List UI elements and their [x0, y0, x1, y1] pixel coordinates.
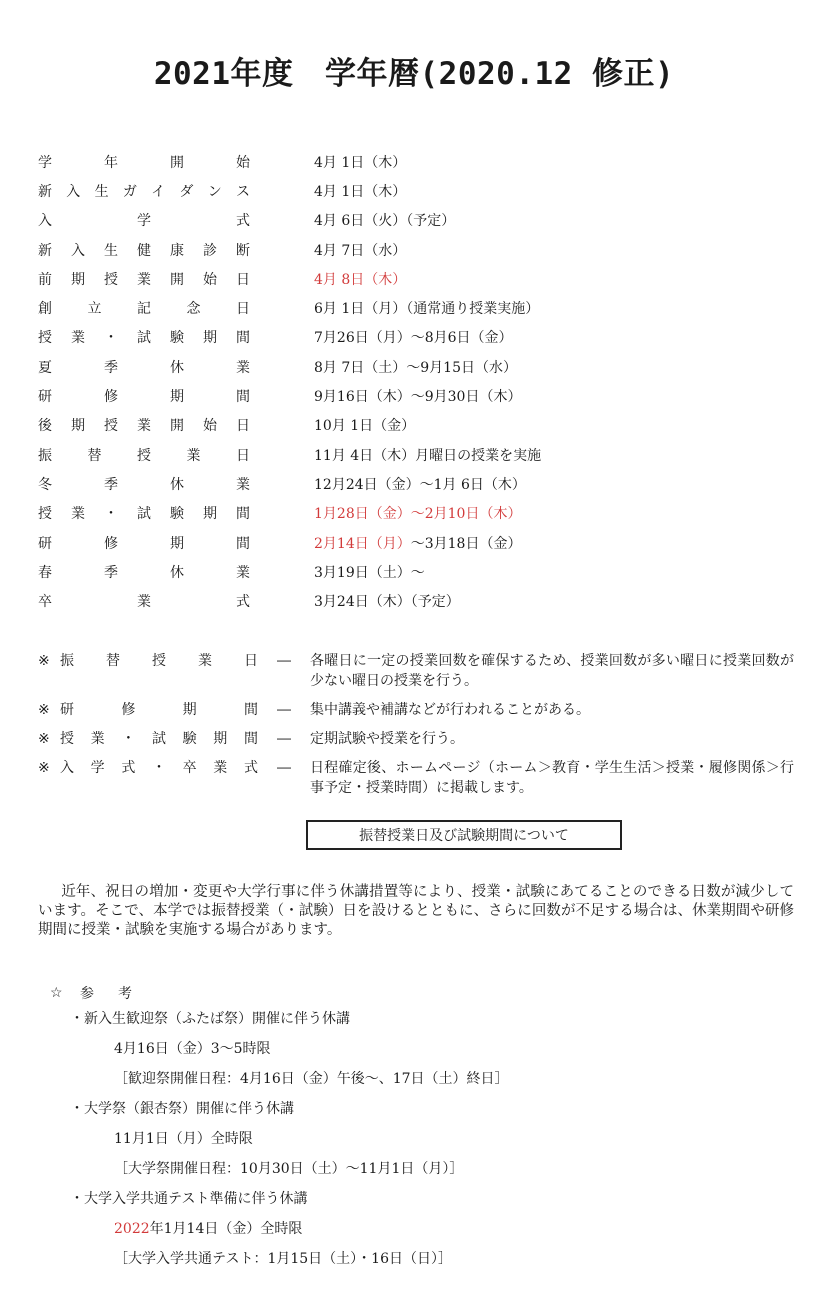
- reference-item-detail: [114, 1124, 810, 1154]
- schedule-date: 4月 7日（水）: [314, 242, 407, 259]
- label-char: 研: [38, 389, 52, 406]
- schedule-label: [38, 503, 250, 523]
- label-char: 記: [137, 301, 151, 318]
- schedule-date: 3月24日（木）: [314, 594, 411, 611]
- note-mark: ※: [38, 653, 50, 669]
- schedule-row: [38, 147, 407, 176]
- note-label: [60, 700, 258, 720]
- label-char: 間: [236, 506, 250, 523]
- schedule-row: [38, 264, 407, 293]
- label-char: 業: [137, 418, 151, 435]
- schedule-row: [38, 206, 456, 235]
- label-char: 生: [94, 183, 109, 200]
- note-mark: ※: [38, 760, 50, 776]
- schedule-row: [38, 323, 513, 352]
- schedule-date-group: [314, 357, 517, 377]
- label-char: 修: [104, 535, 118, 552]
- label-char: 新: [38, 183, 52, 200]
- reference-item-detail-year: 2022: [114, 1221, 150, 1237]
- schedule-label: [38, 152, 250, 172]
- schedule-label: [38, 327, 250, 347]
- reference-heading-char: 参: [80, 986, 94, 1002]
- schedule-date-group: [314, 298, 539, 318]
- label-char: 試: [151, 731, 166, 747]
- schedule-note: （予定）: [406, 213, 456, 230]
- schedule-row: [38, 586, 460, 615]
- label-char: 期: [203, 506, 217, 523]
- schedule-label: [38, 591, 250, 611]
- label-char: 休: [170, 359, 184, 376]
- schedule-date: 6月 1日（月）: [314, 301, 407, 318]
- schedule-date-group: [314, 386, 521, 406]
- label-char: ・: [121, 731, 136, 747]
- schedule-date-group: [314, 445, 541, 465]
- label-char: 修: [121, 702, 136, 718]
- reference-item-detail: [114, 1034, 810, 1064]
- label-char: 始: [203, 271, 217, 288]
- schedule-date: 4月 8日（木）: [314, 271, 407, 288]
- label-char: 創: [38, 301, 52, 318]
- label-char: ダ: [179, 183, 194, 200]
- schedule-row: [38, 411, 416, 440]
- schedule-date-group: [314, 562, 425, 582]
- label-char: 授: [104, 271, 118, 288]
- schedule-row: [38, 352, 517, 381]
- note-text: 定期試験や授業を行う。: [310, 731, 464, 747]
- label-char: 研: [60, 702, 74, 718]
- schedule-note: 月曜日の授業を実施: [415, 447, 542, 464]
- explanation-paragraph: 近年、祝日の増加・変更や大学行事に伴う休講措置等により、授業・試験にあてることのできる日数が減少しています。そこで、本学では振替授業（・試験）日を設けるとともに、さらに回数が不足する場合は、休業期間や研修期間に授業・試験を実施する場合があります。: [38, 884, 794, 938]
- schedule-row: [38, 557, 425, 586]
- label-char: 季: [104, 476, 118, 493]
- label-char: ガ: [122, 183, 137, 200]
- schedule-date-group: [314, 474, 526, 494]
- schedule-date: 4月 1日（木）: [314, 183, 407, 200]
- note-mark: ※: [38, 702, 50, 718]
- label-char: 業: [236, 564, 250, 581]
- schedule-date: 12月24日（金）～1月 6日（木）: [314, 476, 526, 493]
- label-char: 学: [137, 213, 151, 230]
- label-char: 授: [152, 653, 166, 669]
- label-char: 間: [236, 535, 250, 552]
- label-char: 入: [71, 242, 85, 259]
- schedule-row: [38, 528, 522, 557]
- label-char: 断: [236, 242, 250, 259]
- label-char: イ: [151, 183, 166, 200]
- academic-schedule: [38, 147, 542, 616]
- reference-item-title: ・大学入学共通テスト準備に伴う休講: [70, 1191, 308, 1207]
- schedule-date-group: [314, 327, 513, 347]
- label-char: 学: [90, 760, 105, 776]
- note-text: 集中講義や補講などが行われることがある。: [310, 702, 590, 718]
- label-char: 日: [236, 271, 250, 288]
- schedule-label: [38, 240, 250, 260]
- schedule-date: 8月 7日（土）～9月15日（水）: [314, 359, 517, 376]
- schedule-date-group: [314, 533, 521, 553]
- label-char: 振: [38, 447, 52, 464]
- schedule-date-group: [314, 240, 406, 260]
- label-char: 授: [104, 418, 118, 435]
- label-char: 入: [60, 760, 74, 776]
- label-char: 日: [236, 301, 250, 318]
- label-char: 式: [243, 760, 258, 776]
- schedule-label: [38, 474, 250, 494]
- label-char: 期: [203, 330, 217, 347]
- label-char: 休: [170, 476, 184, 493]
- label-char: 期: [71, 418, 85, 435]
- label-char: 授: [60, 731, 74, 747]
- schedule-row: [38, 469, 526, 498]
- reference-item-title: ・新入生歓迎祭（ふたば祭）開催に伴う休講: [70, 1011, 350, 1027]
- notes-section: [38, 651, 798, 807]
- schedule-label: [38, 269, 250, 289]
- label-char: 間: [236, 330, 250, 347]
- schedule-date-group: [314, 181, 406, 201]
- label-char: 前: [38, 271, 52, 288]
- reference-item-note: ［大学祭開催日程：10月30日（土）～11月1日（月）］: [114, 1161, 464, 1177]
- label-char: 始: [236, 154, 250, 171]
- note-row: [38, 651, 798, 691]
- schedule-date-group: [314, 152, 406, 172]
- schedule-note: ～3月18日（金）: [410, 535, 522, 552]
- reference-item-note: ［大学入学共通テスト：1月15日（土）・16日（日）］: [114, 1251, 452, 1267]
- label-char: 康: [170, 242, 184, 259]
- schedule-date: 3月19日（土）～: [314, 564, 425, 581]
- reference-item-title: ・大学祭（銀杏祭）開催に伴う休講: [70, 1101, 294, 1117]
- label-char: 業: [90, 731, 105, 747]
- label-char: 験: [170, 330, 184, 347]
- label-char: 季: [104, 564, 118, 581]
- note-mark: ※: [38, 731, 50, 747]
- label-char: 期: [213, 731, 228, 747]
- schedule-date: 10月 1日（金）: [314, 418, 416, 435]
- schedule-label: [38, 181, 250, 201]
- label-char: 授: [137, 447, 151, 464]
- schedule-note: （予定）: [410, 594, 460, 611]
- label-char: 開: [170, 154, 184, 171]
- label-char: 業: [137, 271, 151, 288]
- label-char: 休: [170, 564, 184, 581]
- note-label: [60, 758, 258, 798]
- label-char: 間: [243, 731, 258, 747]
- note-dash: ―: [277, 653, 291, 669]
- label-char: 健: [137, 242, 151, 259]
- label-char: 生: [104, 242, 118, 259]
- boxed-heading: 振替授業日及び試験期間について: [306, 820, 622, 850]
- label-char: 験: [182, 731, 197, 747]
- schedule-label: [38, 210, 250, 230]
- label-char: 業: [198, 653, 212, 669]
- label-char: 験: [170, 506, 184, 523]
- note-label: [60, 651, 258, 691]
- schedule-row: [38, 381, 522, 410]
- label-char: 修: [104, 389, 118, 406]
- label-char: 冬: [38, 476, 52, 493]
- schedule-row: [38, 440, 542, 469]
- label-char: 日: [236, 447, 250, 464]
- schedule-date: 2月14日（月）: [314, 535, 411, 552]
- label-char: 替: [87, 447, 102, 464]
- label-char: ン: [207, 183, 222, 200]
- label-char: 替: [106, 653, 120, 669]
- label-char: 診: [203, 242, 217, 259]
- label-char: 開: [170, 271, 184, 288]
- page-title: 2021年度 学年暦(2020.12 修正): [153, 56, 675, 92]
- note-text: 各曜日に一定の授業回数を確保するため、授業回数が多い曜日に授業回数が少ない曜日の授業を行う。: [310, 653, 794, 689]
- label-char: 入: [66, 183, 81, 200]
- label-char: 授: [38, 330, 52, 347]
- schedule-date: 4月 1日（木）: [314, 154, 407, 171]
- label-char: 卒: [38, 594, 52, 611]
- label-char: 業: [236, 476, 250, 493]
- label-char: 立: [87, 301, 102, 318]
- label-char: 夏: [38, 359, 52, 376]
- label-char: 授: [38, 506, 52, 523]
- schedule-row: [38, 499, 522, 528]
- reference-heading-char: 考: [118, 986, 132, 1002]
- reference-item-detail-text: 4月16日（金）3～5時限: [114, 1041, 271, 1057]
- label-char: 式: [236, 594, 250, 611]
- label-char: 期: [71, 271, 85, 288]
- label-char: 日: [244, 653, 258, 669]
- schedule-date: 9月16日（木）～9月30日（木）: [314, 389, 522, 406]
- label-char: 式: [121, 760, 136, 776]
- schedule-label: [38, 445, 250, 465]
- label-char: 期: [170, 535, 184, 552]
- schedule-date-group: [314, 269, 406, 289]
- label-char: 業: [213, 760, 228, 776]
- label-char: 春: [38, 564, 52, 581]
- note-text: 日程確定後、ホームページ（ホーム＞教育・学生生活＞授業・履修関係＞行事予定・授業時間）に掲載します。: [310, 760, 794, 796]
- label-char: 後: [38, 418, 52, 435]
- label-char: 研: [38, 535, 52, 552]
- reference-section: [50, 982, 810, 1274]
- label-char: 式: [236, 213, 250, 230]
- star-icon: ☆: [50, 985, 63, 1001]
- label-char: ス: [235, 183, 250, 200]
- label-char: 試: [137, 506, 151, 523]
- label-char: ・: [151, 760, 166, 776]
- schedule-date: 11月 4日（木）: [314, 447, 416, 464]
- schedule-label: [38, 298, 250, 318]
- label-char: 始: [203, 418, 217, 435]
- reference-heading: [50, 982, 810, 1004]
- reference-item-detail-text: 11月1日（月）全時限: [114, 1131, 253, 1147]
- schedule-date-group: [314, 210, 455, 230]
- schedule-date-group: [314, 415, 415, 435]
- schedule-date-group: [314, 591, 460, 611]
- label-char: 卒: [182, 760, 197, 776]
- note-row: [38, 729, 798, 749]
- label-char: 振: [60, 653, 74, 669]
- label-char: 業: [71, 330, 85, 347]
- schedule-date: 1月28日（金）～2月10日（木）: [314, 506, 522, 523]
- label-char: 間: [243, 702, 258, 718]
- label-char: 業: [71, 506, 85, 523]
- label-char: 期: [170, 389, 184, 406]
- note-row: [38, 758, 798, 798]
- schedule-date: 7月26日（月）～8月6日（金）: [314, 330, 513, 347]
- schedule-row: [38, 235, 407, 264]
- label-char: ・: [104, 506, 118, 523]
- schedule-row: [38, 176, 407, 205]
- label-char: 念: [186, 301, 201, 318]
- schedule-row: [38, 293, 540, 322]
- note-row: [38, 700, 798, 720]
- label-char: ・: [104, 330, 118, 347]
- schedule-date-group: [314, 503, 521, 523]
- label-char: 新: [38, 242, 52, 259]
- schedule-label: [38, 357, 250, 377]
- label-char: 季: [104, 359, 118, 376]
- note-dash: ―: [277, 702, 291, 718]
- schedule-label: [38, 533, 250, 553]
- label-char: 開: [170, 418, 184, 435]
- reference-item-detail: [114, 1214, 810, 1244]
- schedule-label: [38, 562, 250, 582]
- label-char: 試: [137, 330, 151, 347]
- note-label: [60, 729, 258, 749]
- label-char: 期: [182, 702, 197, 718]
- label-char: 業: [186, 447, 201, 464]
- reference-item-note: ［歓迎祭開催日程：4月16日（金）午後～、17日（土）終日］: [114, 1071, 509, 1087]
- schedule-date: 4月 6日（火）: [314, 213, 407, 230]
- label-char: 入: [38, 213, 52, 230]
- label-char: 業: [137, 594, 151, 611]
- label-char: 学: [38, 154, 52, 171]
- schedule-label: [38, 386, 250, 406]
- schedule-note: （通常通り授業実施）: [406, 301, 540, 318]
- label-char: 日: [236, 418, 250, 435]
- note-dash: ―: [277, 731, 291, 747]
- reference-item-detail-text: 年1月14日（金）全時限: [149, 1221, 303, 1237]
- label-char: 業: [236, 359, 250, 376]
- note-dash: ―: [277, 760, 291, 776]
- schedule-label: [38, 415, 250, 435]
- label-char: 年: [104, 154, 118, 171]
- label-char: 間: [236, 389, 250, 406]
